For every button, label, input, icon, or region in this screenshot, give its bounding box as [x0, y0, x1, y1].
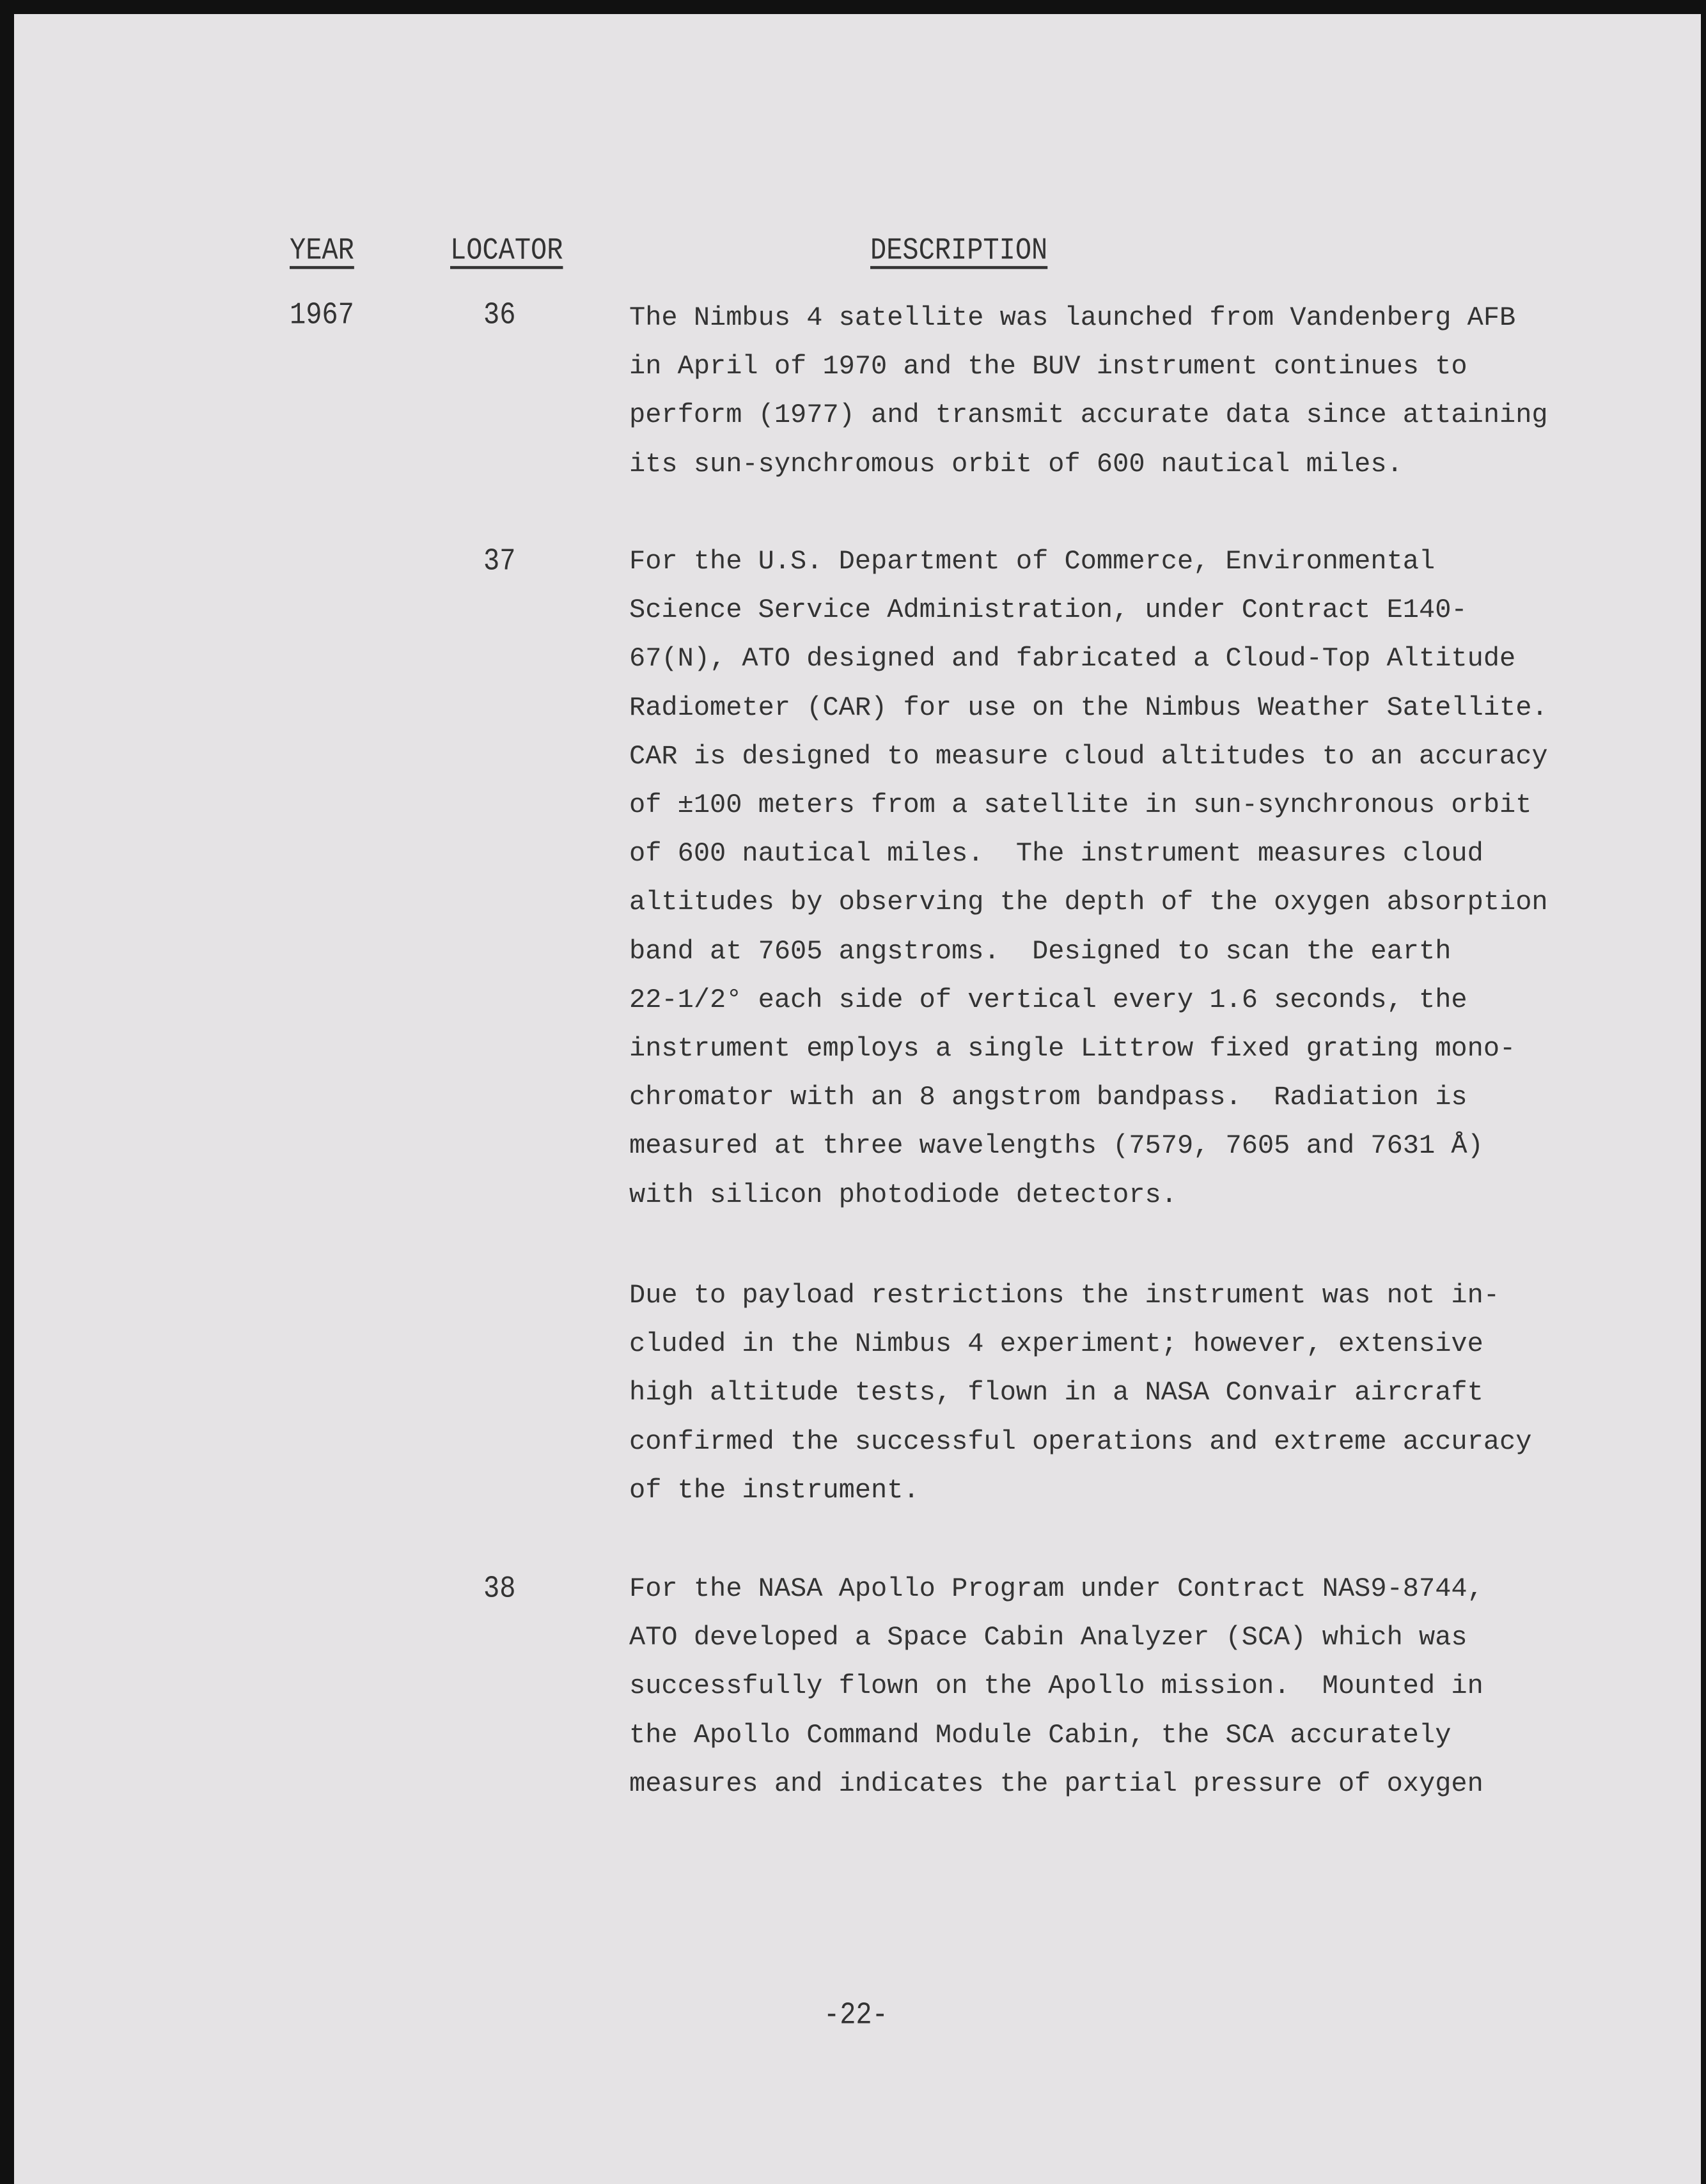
column-header-description: DESCRIPTION — [870, 233, 1048, 269]
description-line: Radiometer (CAR) for use on the Nimbus Weather Satellite. — [629, 692, 1548, 723]
entry-locator: 38 — [483, 1571, 516, 1607]
description-line: the Apollo Command Module Cabin, the SCA accurately — [629, 1719, 1452, 1751]
column-header-year: YEAR — [290, 233, 354, 269]
page-number: -22- — [824, 1997, 888, 2033]
entry-description — [629, 1564, 1483, 1808]
description-line: altitudes by observing the depth of the oxygen absorption — [629, 887, 1548, 918]
entry-description-continued — [629, 1271, 1531, 1515]
description-line: Science Service Administration, under Contract E140- — [629, 595, 1467, 626]
description-line: 67(N), ATO designed and fabricated a Cloud-Top Altitude — [629, 643, 1516, 675]
description-line: confirmed the successful operations and extreme accuracy — [629, 1426, 1532, 1457]
column-header-locator: LOCATOR — [450, 233, 563, 269]
description-line: measures and indicates the partial pressure of oxygen — [629, 1768, 1483, 1799]
entry-description — [629, 537, 1548, 1219]
description-line: chromator with an 8 angstrom bandpass. Radiation is — [629, 1082, 1467, 1113]
description-line: cluded in the Nimbus 4 experiment; however, extensive — [629, 1329, 1483, 1360]
description-line: with silicon photodiode detectors. — [629, 1179, 1177, 1210]
description-line: Due to payload restrictions the instrument was not in- — [629, 1280, 1500, 1311]
description-line: 22-1/2° each side of vertical every 1.6 seconds, the — [629, 984, 1467, 1015]
entry-year: 1967 — [290, 297, 354, 333]
description-line: measured at three wavelengths (7579, 7605 and 7631 Å) — [629, 1130, 1483, 1162]
entry-locator: 37 — [483, 543, 516, 579]
description-line: band at 7605 angstroms. Designed to scan the earth — [629, 935, 1452, 967]
description-line: of ±100 meters from a satellite in sun-synchronous orbit — [629, 790, 1532, 821]
description-line: CAR is designed to measure cloud altitudes to an accuracy — [629, 740, 1548, 772]
description-line: For the U.S. Department of Commerce, Environmental — [629, 546, 1436, 577]
entry-description — [629, 293, 1548, 488]
description-line: ATO developed a Space Cabin Analyzer (SCA) which was — [629, 1622, 1467, 1653]
description-line: of the instrument. — [629, 1474, 920, 1506]
description-line: instrument employs a single Littrow fixed grating mono- — [629, 1033, 1516, 1065]
description-line: successfully flown on the Apollo mission. Mounted in — [629, 1671, 1483, 1702]
description-line: of 600 nautical miles. The instrument measures cloud — [629, 838, 1483, 870]
description-line: For the NASA Apollo Program under Contract NAS9-8744, — [629, 1573, 1483, 1604]
description-line: The Nimbus 4 satellite was launched from Vandenberg AFB — [629, 302, 1516, 333]
description-line: in April of 1970 and the BUV instrument continues to — [629, 351, 1467, 382]
description-line: perform (1977) and transmit accurate data since attaining — [629, 400, 1548, 431]
description-line: high altitude tests, flown in a NASA Convair aircraft — [629, 1377, 1483, 1408]
entry-locator: 36 — [483, 297, 516, 333]
description-line: its sun-synchromous orbit of 600 nautical miles. — [629, 448, 1403, 480]
